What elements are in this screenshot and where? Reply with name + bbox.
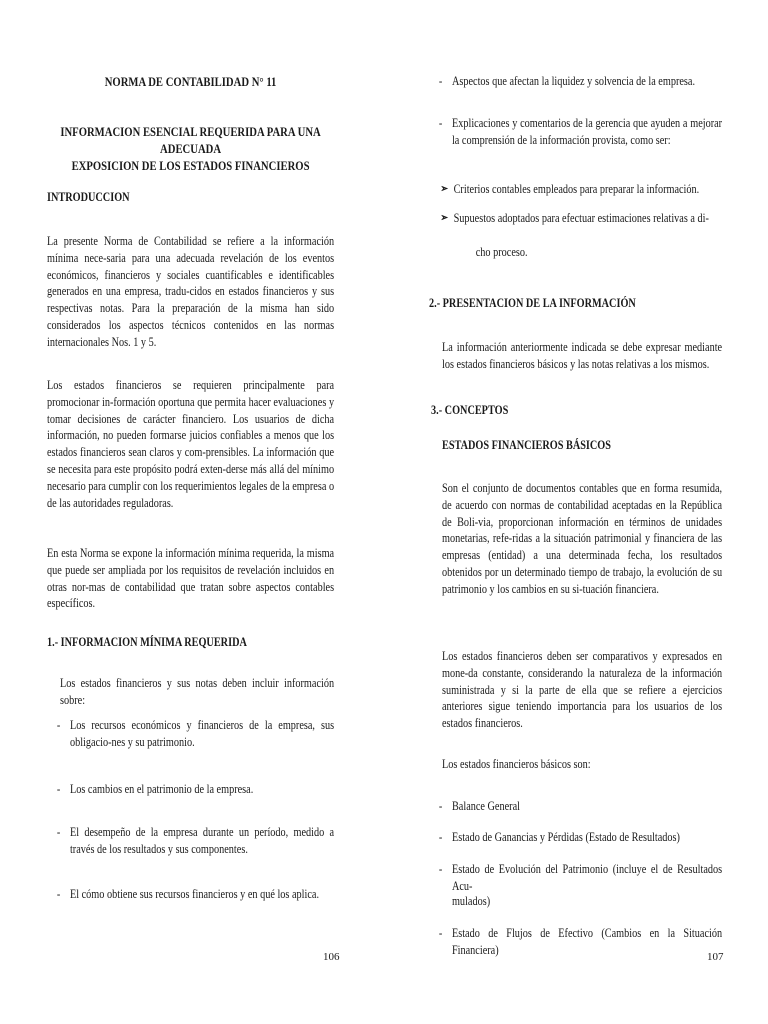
document-title: NORMA DE CONTABILIDAD N° 11 bbox=[104, 74, 277, 89]
section-3-heading: 3.- CONCEPTOS bbox=[431, 403, 509, 417]
list-item bbox=[429, 925, 722, 959]
intro-paragraph-3: En esta Norma se expone la información mínima requerida, la misma que puede ser ampliada por los requisitos de revelación incluidos en otras nor-mas de contabilidad que tratan sobre aspectos contables específicos. bbox=[47, 546, 335, 611]
list-item-text: Estado de Ganancias y Pérdidas (Estado de Resultados) bbox=[451, 830, 680, 844]
sub-list-item-text: Criterios contables empleados para preparar la información. bbox=[453, 182, 700, 196]
intro-paragraph-2-block bbox=[47, 377, 334, 511]
list-item-text: mulados) bbox=[451, 894, 491, 908]
section-2-text-block bbox=[442, 339, 722, 373]
list-item-text: Estado de Flujos de Efectivo (Cambios en la Situación Financiera) bbox=[451, 926, 723, 957]
page-left bbox=[47, 0, 340, 1024]
arrow-bullet-icon: ➢ bbox=[440, 212, 449, 224]
list-item bbox=[47, 824, 334, 858]
list-item bbox=[47, 717, 334, 751]
bullet-marker: - bbox=[438, 116, 443, 130]
bullet-marker: - bbox=[438, 74, 443, 88]
list-item-text: Los recursos económicos y financieros de la empresa, sus obligacio-nes y su patrimonio. bbox=[69, 718, 335, 749]
list-item bbox=[429, 73, 722, 90]
bullet-marker: - bbox=[56, 782, 61, 796]
section-3-paragraph-2: Los estados financieros deben ser comparativos y expresados en mone-da constante, considerando la naturaleza de la información suministrada y si la parte de ella que se refiere a ejercicios anteriores sigue teniendo importancia para los usuarios de los estados financieros. bbox=[442, 649, 723, 731]
section-1-intro: Los estados financieros y sus notas deben incluir información sobre: bbox=[60, 676, 335, 707]
section-3-paragraph-2-block bbox=[442, 648, 722, 732]
intro-paragraph-2: Los estados financieros se requieren principalmente para promocionar in-formación oportuna que permita hacer evaluaciones y tomar decisiones de carácter financiero. Los usuarios de dicha información, no pueden formarse juicios confiables a menos que los estados financieros sean claros y com-prensibles. La información que se necesita para este propósito podrá exten-derse más allá del mínimo necesario para cumplir con los requerimientos legales de la empresa o de las autoridades reguladoras. bbox=[47, 378, 335, 510]
list-item bbox=[429, 798, 722, 815]
list-item-text: El desempeño de la empresa durante un período, medido a través de los resultados y sus componentes. bbox=[69, 825, 335, 856]
list-item-text: Aspectos que afectan la liquidez y solvencia de la empresa. bbox=[451, 74, 696, 88]
list-item-text: Explicaciones y comentarios de la gerencia que ayuden a mejorar la comprensión de la información provista, como ser: bbox=[451, 116, 723, 147]
bullet-marker: - bbox=[56, 825, 61, 839]
section-2-text: La información anteriormente indicada se debe expresar mediante los estados financieros básicos y las notas relativas a los mismos. bbox=[442, 340, 723, 371]
section-3-paragraph-1-block bbox=[442, 480, 722, 598]
section-1-heading-block bbox=[47, 634, 334, 650]
intro-heading-block bbox=[47, 189, 334, 205]
bullet-marker: - bbox=[56, 887, 61, 901]
sub-list-item bbox=[429, 210, 722, 227]
sub-list-item-text: Supuestos adoptados para efectuar estimaciones relativas a di- bbox=[453, 211, 709, 225]
bullet-marker: - bbox=[438, 799, 443, 813]
section-1-heading: 1.- INFORMACION MÍNIMA REQUERIDA bbox=[47, 635, 247, 649]
list-item-text: El cómo obtiene sus recursos financieros y en qué los aplica. bbox=[69, 887, 320, 901]
financial-statements-intro: Los estados financieros básicos son: bbox=[442, 757, 591, 771]
list-item-continuation bbox=[429, 893, 722, 910]
document-subtitle-line-2: EXPOSICION DE LOS ESTADOS FINANCIEROS bbox=[71, 158, 310, 173]
list-item bbox=[47, 886, 334, 903]
document-title-block bbox=[47, 73, 334, 90]
intro-paragraph-3-block bbox=[47, 545, 334, 612]
arrow-bullet-icon: ➢ bbox=[440, 183, 449, 195]
list-item-text: Los cambios en el patrimonio de la empresa. bbox=[69, 782, 254, 796]
list-item bbox=[429, 829, 722, 846]
sub-list-item-text: cho proceso. bbox=[475, 245, 528, 259]
intro-paragraph-1: La presente Norma de Contabilidad se refiere a la información mínima nece-saria para una adecuada revelación de los eventos económicos, financieros y sociales cuantificables e identificables generados en una empresa, tradu-cidos en estados financieros y sus respectivas notas. Para la preparación de la misma han sido considerados los aspectos técnicos contenidos en las normas internacionales Nos. 1 y 5. bbox=[47, 234, 335, 349]
section-2-heading: 2.- PRESENTACION DE LA INFORMACIÓN bbox=[429, 296, 636, 310]
document-subtitle-block bbox=[47, 123, 334, 174]
list-item bbox=[47, 781, 334, 798]
sub-list-item bbox=[429, 181, 722, 198]
list-item bbox=[429, 861, 722, 895]
section-3-sub-heading-block bbox=[442, 437, 722, 453]
intro-paragraph-1-block bbox=[47, 233, 334, 351]
page-number-left: 106 bbox=[323, 951, 340, 963]
section-2-heading-block bbox=[429, 295, 722, 311]
list-item bbox=[429, 115, 722, 149]
bullet-marker: - bbox=[438, 862, 443, 876]
section-3-paragraph-1: Son el conjunto de documentos contables que en forma resumida, de acuerdo con normas de contabilidad aceptadas en la República de Boli-via, proporcionan información en términos de unidades monetarias, refe-ridas a la situación patrimonial y financiera de las empresas (entidad) a una determinada fecha, los resultados obtenidos por un determinado tiempo de trabajo, la evolución de su patrimonio y los cambios en su si-tuación financiera. bbox=[442, 481, 723, 596]
bullet-marker: - bbox=[438, 926, 443, 940]
intro-heading: INTRODUCCION bbox=[47, 190, 130, 204]
section-3-sub-heading: ESTADOS FINANCIEROS BÁSICOS bbox=[442, 438, 611, 452]
page-right bbox=[429, 0, 722, 1024]
sub-list-item-continuation bbox=[429, 244, 722, 261]
bullet-marker: - bbox=[56, 718, 61, 732]
page-number-right: 107 bbox=[707, 951, 724, 963]
section-3-heading-block bbox=[431, 402, 722, 418]
financial-statements-intro-block bbox=[442, 756, 722, 773]
list-item-text: Estado de Evolución del Patrimonio (incluye el de Resultados Acu- bbox=[451, 862, 723, 893]
list-item-text: Balance General bbox=[451, 799, 520, 813]
section-1-intro-block bbox=[60, 675, 334, 709]
bullet-marker: - bbox=[438, 830, 443, 844]
document-subtitle-line-1: INFORMACION ESENCIAL REQUERIDA PARA UNA ADECUADA bbox=[60, 124, 321, 156]
